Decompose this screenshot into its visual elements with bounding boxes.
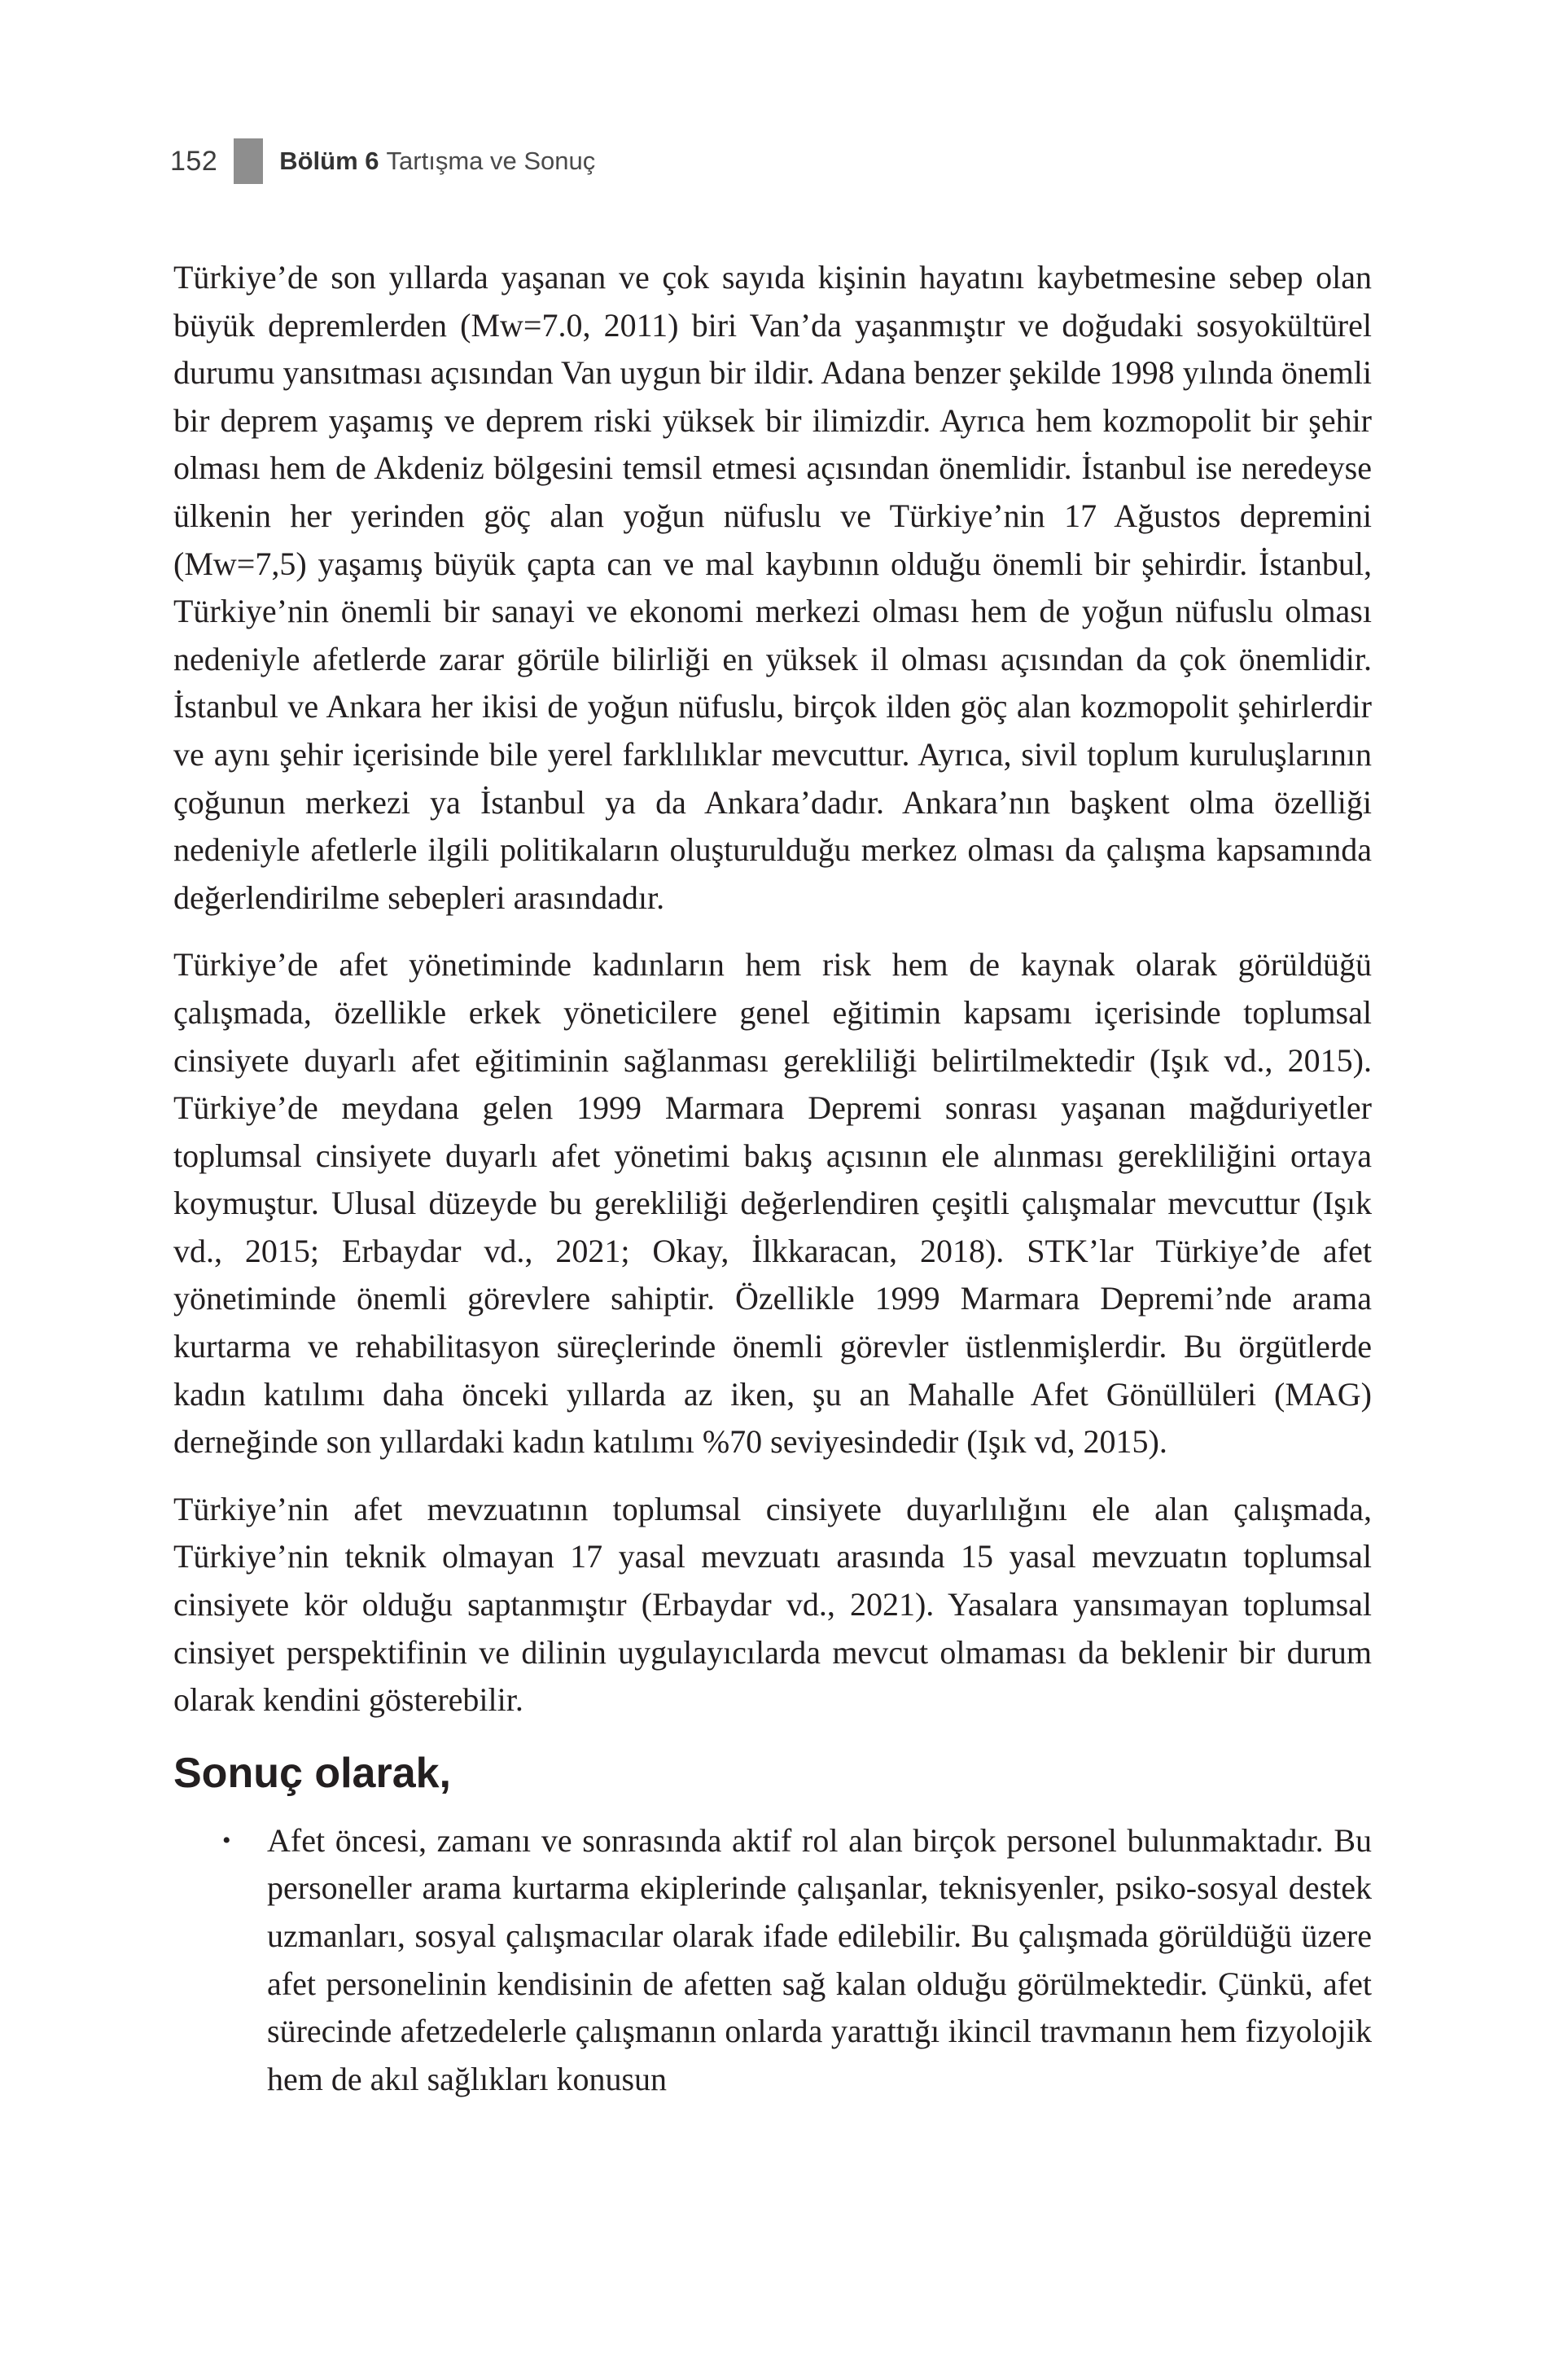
page-body: [173, 254, 1372, 2103]
list-item-text: Afet öncesi, zamanı ve sonrasında aktif rol alan birçok personel bulunmaktadır. Bu personeller arama kurtarma ekiplerinde çalışanlar, teknisyenler, psiko-sosyal destek uzmanları, sosyal çalışmacılar olarak ifade edilebilir. Bu çalışmada görüldüğü üzere afet personelinin kendisinin de afetten sağ kalan olduğu görülmektedir. Çünkü, afet sürecinde afetzedelerle çalışmanın onlarda yarattığı ikincil travmanın hem fizyolojik hem de akıl sağlıkları konusun: [267, 1821, 1372, 2097]
body-paragraph-3: Türkiye’nin afet mevzuatının toplumsal cinsiyete duyarlılığını ele alan çalışmada, Türkiye’nin teknik olmayan 17 yasal mevzuatı arasında 15 yasal mevzuatın toplumsal cinsiyete kör olduğu saptanmıştır (Erbaydar vd., 2021). Yasalara yansımayan toplumsal cinsiyet perspektifinin ve dilinin uygulayıcılarda mevcut olmaması da beklenir bir durum olarak kendini gösterebilir.: [173, 1490, 1372, 1719]
bullet-icon: •: [222, 1826, 231, 1854]
body-paragraph-2: Türkiye’de afet yönetiminde kadınların hem risk hem de kaynak olarak görüldüğü çalışmada, özellikle erkek yöneticilere genel eğitimin kapsamı içerisinde toplumsal cinsiyete duyarlı afet eğitiminin sağlanması gerekliliği belirtilmektedir (Işık vd., 2015). Türkiye’de meydana gelen 1999 Marmara Depremi sonrası yaşanan mağduriyetler toplumsal cinsiyete duyarlı afet yönetimi bakış açısının ele alınması gerekliliğini ortaya koymuştur. Ulusal düzeyde bu gerekliliği değerlendiren çeşitli çalışmalar mevcuttur (Işık vd., 2015; Erbaydar vd., 2021; Okay, İlkkaracan, 2018). STK’lar Türkiye’de afet yönetiminde önemli görevlere sahiptir. Özellikle 1999 Marmara Depremi’nde arama kurtarma ve rehabilitasyon süreçlerinde önemli görevler üstlenmişlerdir. Bu örgütlerde kadın katılımı daha önceki yıllarda az iken, şu an Mahalle Afet Gönüllüleri (MAG) derneğinde son yıllardaki kadın katılımı %70 seviyesindedir (Işık vd, 2015).: [173, 946, 1372, 1461]
header-marker-block: [234, 138, 263, 184]
section-heading: Sonuç olarak,: [173, 1749, 451, 1797]
chapter-label: Bölüm 6: [279, 147, 379, 175]
conclusion-list: [173, 1817, 1372, 2104]
body-paragraph-1: Türkiye’de son yıllarda yaşanan ve çok sayıda kişinin hayatını kaybetmesine sebep olan büyük depremlerden (Mw=7.0, 2011) biri Van’da yaşanmıştır ve doğudaki sosyokültürel durumu yansıtması açısından Van uygun bir ildir. Adana benzer şekilde 1998 yılında önemli bir deprem yaşamış ve deprem riski yüksek bir ilimizdir. Ayrıca hem kozmopolit bir şehir olması hem de Akdeniz bölgesini temsil etmesi açısından önemlidir. İstanbul ise neredeyse ülkenin her yerinden göç alan yoğun nüfuslu ve Türkiye’nin 17 Ağustos depremini (Mw=7,5) yaşamış büyük çapta can ve mal kaybının olduğu önemli bir şehirdir. İstanbul, Türkiye’nin önemli bir sanayi ve ekonomi merkezi olması hem de yoğun nüfuslu olması nedeniyle afetlerde zarar görüle bilirliği en yüksek il olması açısından da çok önemlidir. İstanbul ve Ankara her ikisi de yoğun nüfuslu, birçok ilden göç alan kozmopolit şehirlerdir ve aynı şehir içerisinde bile yerel farklılıklar mevcuttur. Ayrıca, sivil toplum kuruluşlarının çoğunun merkezi ya İstanbul ya da Ankara’dadır. Ankara’nın başkent olma özelliği nedeniyle afetlerle ilgili politikaların oluşturulduğu merkez olması da çalışma kapsamında değerlendirilme sebepleri arasındadır.: [173, 259, 1372, 916]
list-item: [173, 1817, 1372, 2104]
chapter-title: Tartışma ve Sonuç: [386, 147, 596, 175]
page-number: 152: [170, 145, 218, 177]
running-head: [170, 138, 595, 184]
